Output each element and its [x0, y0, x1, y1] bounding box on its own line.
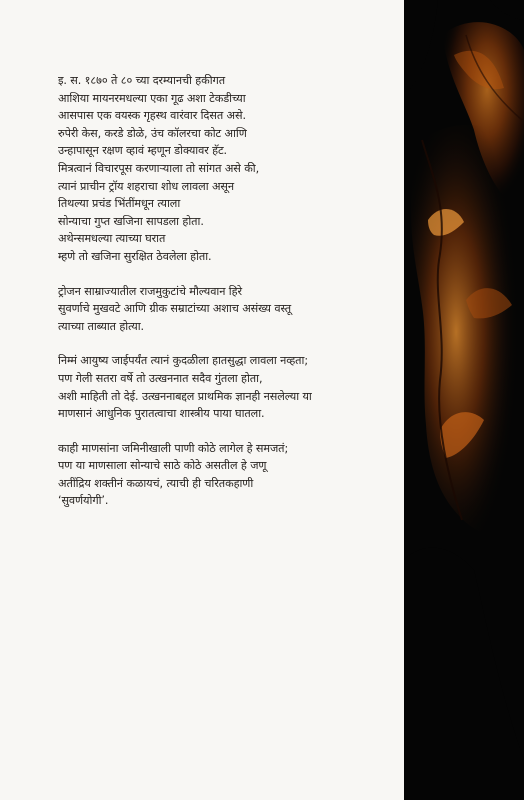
text-line: इ. स. १८७० ते ८० च्या दरम्यानची हकीगत: [58, 74, 226, 87]
text-line: सुवर्णाचे मुखवटे आणि ग्रीक सम्राटांच्या अशाच असंख्य वस्तू: [58, 302, 292, 316]
text-line: त्याच्या ताब्यात होत्या.: [58, 319, 144, 333]
text-line: पण गेली सतरा वर्षे तो उत्खननात सदैव गुंतला होता,: [58, 371, 263, 385]
text-line: तिथल्या प्रचंड भिंतींमधून त्याला: [58, 197, 181, 211]
paragraph-2: [58, 283, 398, 336]
text-line: पण या माणसाला सोन्याचे साठे कोठे असतील हे जणू: [58, 459, 267, 473]
dark-fire-art: [404, 0, 524, 800]
blurb-text: [58, 72, 398, 527]
text-line: सोन्याचा गुप्त खजिना सापडला होता.: [58, 214, 204, 228]
text-line: त्यानं प्राचीन ट्रॉय शहराचा शोध लावला असून: [58, 179, 234, 193]
text-line: अशी माहिती तो देई. उत्खननाबद्दल प्राथमिक ज्ञानही नसलेल्या या: [58, 389, 312, 403]
text-line: म्हणे तो खजिना सुरक्षित ठेवलेला होता.: [58, 249, 212, 263]
text-line: अतींद्रिय शक्तीनं कळायचं, त्याची ही चरितकहाणी: [58, 476, 254, 490]
text-line: रुपेरी केस, करडे डोळे, उंच कॉलरचा कोट आणि: [58, 126, 247, 140]
text-line: उन्हापासून रक्षण व्हावं म्हणून डोक्यावर हॅट.: [58, 144, 227, 158]
text-line: काही माणसांना जमिनीखाली पाणी कोठे लागेल हे समजतं;: [58, 441, 289, 455]
text-line: अथेन्समधल्या त्याच्या घरात: [58, 232, 166, 246]
cover-art-strip: [404, 0, 524, 800]
text-line: माणसानं आधुनिक पुरातत्वाचा शास्त्रीय पाया घातला.: [58, 407, 265, 421]
paragraph-1: [58, 72, 398, 266]
paragraph-3: [58, 352, 398, 422]
text-line: ‘सुवर्णयोगी’.: [58, 494, 109, 508]
text-line: ट्रोजन साम्राज्यातील राजमुकुटांचे मौल्यवान हिरे: [58, 284, 242, 298]
text-line: आशिया मायनरमधल्या एका गूढ अशा टेकडीच्या: [58, 91, 246, 105]
paragraph-4: [58, 440, 398, 510]
text-line: आसपास एक वयस्क गृहस्थ वारंवार दिसत असे.: [58, 109, 246, 123]
text-line: मित्रत्वानं विचारपूस करणाऱ्याला तो सांगत असे की,: [58, 161, 260, 175]
text-line: निम्मं आयुष्य जाईपर्यंत त्यानं कुदळीला हातसुद्धा लावला नव्हता;: [58, 354, 309, 368]
